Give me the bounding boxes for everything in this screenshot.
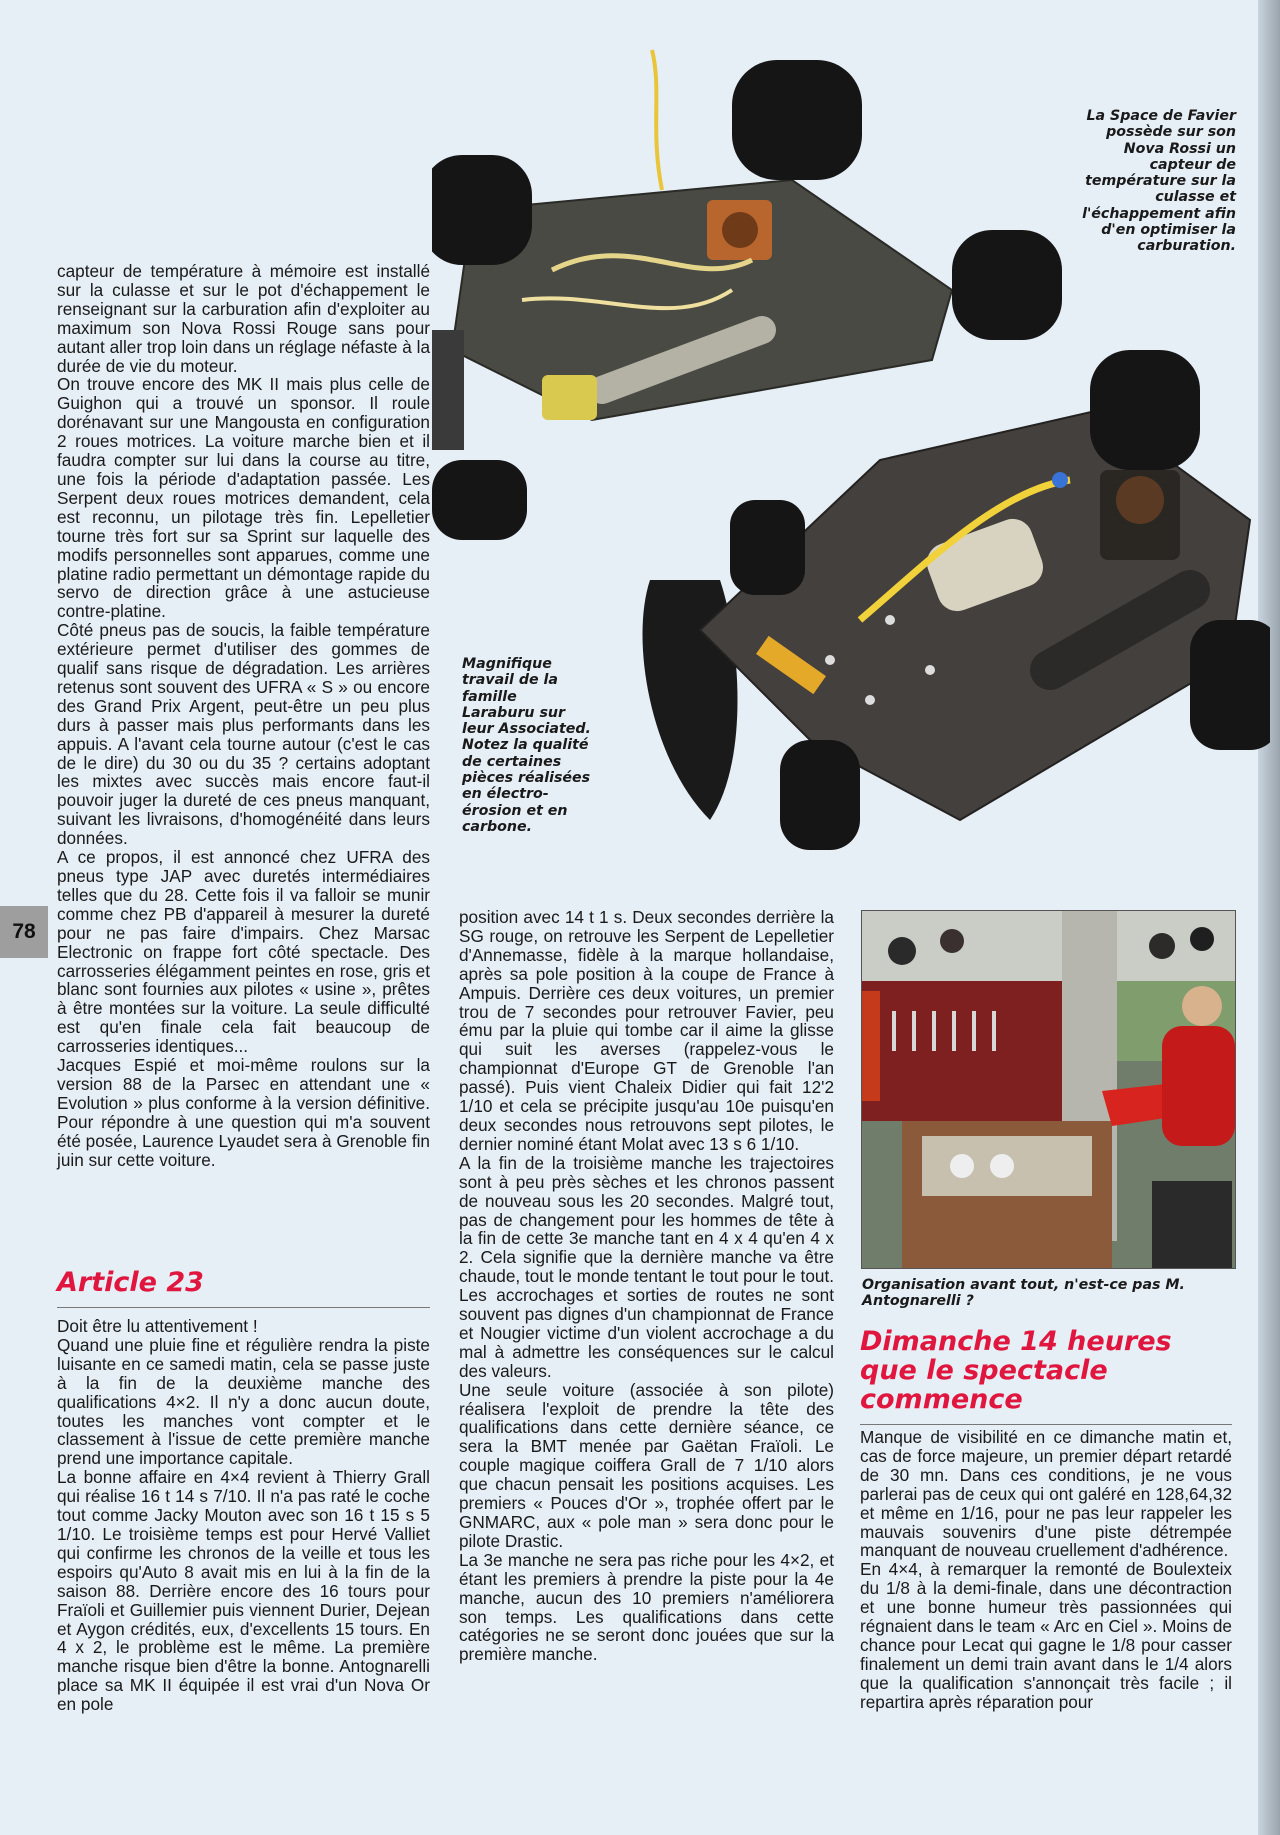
article-column-right bbox=[860, 1428, 1232, 1712]
wheel-rear-right bbox=[952, 230, 1062, 340]
wheel-front-top bbox=[730, 500, 805, 595]
caption-laraburu: Magnifique travail de la famille Laraburu sur leur Associated. Notez la qualité de certaines pièces réalisées en électro-érosion et en carbone. bbox=[462, 656, 591, 835]
wheel-front-left bbox=[432, 155, 532, 265]
paragraph: La bonne affaire en 4×4 revient à Thierry Grall qui réalise 16 t 14 s 7/10. Il n'a pas raté le coche tout comme Jacky Mouton avec son 16 t 15 s 5 1/10. Le troisième temps est pour Hervé Valliet qui confirme les chronos de la veille et tous les espoirs qu'Auto 8 avait mis en lui à la fin de la saison 88. Derrière encore des 16 tours pour Fraïoli et Guillemier puis viennent Durier, Dejean et Aygon crédités, eux, d'excellents 15 tours. En 4 x 2, le problème est le même. La première manche risque bien d'être la bonne. Antognarelli place sa MK II équipée il est vrai d'un Nova Or en pole bbox=[57, 1467, 430, 1715]
paragraph: position avec 14 t 1 s. Deux secondes derrière la SG rouge, on retrouve les Serpent de Lepelletier d'Annemasse, fidèle à la marque hollandaise, après sa pole position à la coupe de France à Ampuis. Derrière ces deux voitures, un premier trou de 7 secondes pour retrouver Favier, peu ému par la pluie qui tombe car il aime la glisse qui suit les averses (rappelez-vous le championnat d'Europe GT de Grenoble l'an passé). Puis vient Chaleix Didier qui fait 12'2 1/10 et cela se précipite jusqu'au 10e puisqu'en deux secondes nous retrouvons sept pilotes, le dernier nominé étant Molat avec 13 s 6 1/10. bbox=[459, 907, 834, 1154]
pit-scene-illustration bbox=[862, 911, 1235, 1268]
article-23-body bbox=[57, 1317, 430, 1714]
page-number: 78 bbox=[12, 920, 36, 943]
paragraph: A ce propos, il est annoncé chez UFRA des pneus type JAP avec duretés intermédiaires telles que du 28. Cette fois il va falloir se munir comme chez PB d'appareil à mesurer la dureté pour ne pas faire d'impairs. Chez Marsac Electronic on frappe fort côté spectacle. Des carrosseries élégamment peintes en rose, gris et blanc sont fournies aux pilotes « usine », prêtes à être montées sur la voiture. La seule difficulté est qu'en finale cela fait beaucoup de carrosseries identiques... bbox=[57, 847, 430, 1057]
paragraph: On trouve encore des MK II mais plus celle de Guighon qui a trouvé un sponsor. Il roule dorénavant sur une Mangousta en configuration 2 roues motrices. La voiture marche bien et il faudra compter sur lui dans la course au titre, une fois la période d'adaptation passée. Les Serpent deux roues motrices demandent, cela est reconnu, un pilotage très fin. Lepelletier tourne très fort sur sa Sprint sur laquelle des modifs personnelles sont apparues, comme une platine radio permettant un démontage rapide du servo de direction grâce à une astucieuse contre-platine. bbox=[57, 374, 430, 622]
section-heading-article-23: Article 23 bbox=[57, 1267, 430, 1308]
photo-organisation-pit bbox=[861, 910, 1236, 1269]
paragraph: capteur de température à mémoire est installé sur la culasse et sur le pot d'échappement le renseignant sur la carburation afin d'exploiter au maximum son Nova Rossi Rouge sans pour autant aller trop loin dans un réglage néfaste à la durée de vie du moteur. bbox=[57, 261, 430, 376]
paragraph: A la fin de la troisième manche les trajectoires sont à peu près sèches et les chronos passent de nouveau sous les 20 secondes. Malgré tout, pas de changement pour les hommes de tête à la fin de cette 3e manche tant en 4 x 4 qu'en 4 x 2. Cela signifie que la dernière manche va être chaude, tout le monde tentant le tout pour le tout. Les accrochages et sorties de routes ne sont souvent pas dignes d'un championnat de France et Nougier victime d'un violent accrochage a du mal à admettre les conséquences sur le calcul des valeurs. bbox=[459, 1152, 834, 1381]
paragraph: Doit être lu attentivement ! bbox=[57, 1316, 258, 1336]
antenna-wire bbox=[652, 50, 662, 190]
wheel-rear-top bbox=[732, 60, 862, 180]
wheel-front-bottom bbox=[780, 740, 860, 850]
wheel-front-bottom bbox=[432, 460, 527, 540]
photo-laraburu-associated-car bbox=[630, 340, 1270, 900]
page-number-tab bbox=[0, 906, 48, 958]
paragraph: En 4×4, à remarquer la remonté de Boulexteix du 1/8 à la demi-finale, dans une décontraction et une bonne humeur très passionnées qui régnaient dans le team « Arc en Ciel ». Moins de chance pour Lecat qui gagne le 1/8 pour casser finalement un demi train avant dans le 1/4 alors que la qualification s'annonçait très facile ; il repartira après réparation pour bbox=[860, 1559, 1232, 1712]
wheel-rear-top bbox=[1090, 350, 1200, 470]
section-heading-dimanche: Dimanche 14 heures que le spectacle commence bbox=[860, 1327, 1232, 1425]
paragraph: Quand une pluie fine et régulière rendra la piste luisante en ce samedi matin, cela se passe juste à la fin de la deuxième manche des qualifications 4×2. Il n'y a donc aucun doute, toutes les manches vont compter et le classement à l'issue de cette première manche prend une importance capitale. bbox=[57, 1334, 430, 1469]
paragraph: Côté pneus pas de soucis, la faible température extérieure permet d'utiliser des gommes de qualif sans risque de dégradation. Les arrières retenus sont souvent des UFRA « S » ou encore des Grand Prix Argent, peut-être un peu plus durs à passer mais plus performants dans les appuis. A l'avant cela tourne autour (c'est le cas de le dire) du 30 ou du 35 ? certains adoptant les mixtes avec succès mais encore faut-il pouvoir juger la dureté de ces pneus manquant, suivant les livraisons, d'homogénéité dans leurs données. bbox=[57, 620, 430, 849]
faded-magazine-logo bbox=[62, 100, 342, 240]
paragraph: La 3e manche ne sera pas riche pour les 4×2, et étant les premiers à prendre la piste pour la 4e manche, aucun des 10 premiers n'améliorera son temps. Les qualifications dans cette catégories ne se seront donc jouées que sur la première manche. bbox=[459, 1549, 834, 1665]
caption-space-favier: La Space de Favier possède sur son Nova Rossi un capteur de température sur la culasse et l'échappement afin d'en optimiser la carburation. bbox=[1082, 108, 1236, 255]
caption-organisation: Organisation avant tout, n'est-ce pas M. Antognarelli ? bbox=[862, 1277, 1185, 1310]
paragraph: Jacques Espié et moi-même roulons sur la version 88 de la Parsec en attendant une « Evolution » plus conforme à la version définitive. Pour répondre à une question qui m'a souvent été posée, Laurence Lyaudet sera à Grenoble fin juin sur cette voiture. bbox=[57, 1055, 430, 1170]
page-edge bbox=[1258, 0, 1280, 1835]
wheel-rear-bottom bbox=[1190, 620, 1270, 750]
paragraph: Une seule voiture (associée à son pilote) réalisera l'exploit de prendre la tête des qualifications dans cette dernière séance, ce sera la BMT menée par Gaëtan Fraïoli. Le couple magique coiffera Grall de 7 1/10 alors que chacun pensait les positions acquises. Les premiers « Pouces d'Or », trophée offert par le GNMARC, aux « pole man » sera donc pour le pilote Drastic. bbox=[459, 1379, 834, 1551]
article-column-middle bbox=[459, 908, 834, 1664]
article-column-left bbox=[57, 262, 430, 1170]
paragraph: Manque de visibilité en ce dimanche matin et, cas de force majeure, un premier départ retardé de 30 mn. Dans ces conditions, je ne vous parlerai pas de ceux qui ont galéré en 128,64,32 et même en 1/16, pour ne pas leur rappeler les mauvais souvenirs d'une piste détrempée manquant de nouveau cruellement d'adhérence. bbox=[860, 1427, 1232, 1561]
